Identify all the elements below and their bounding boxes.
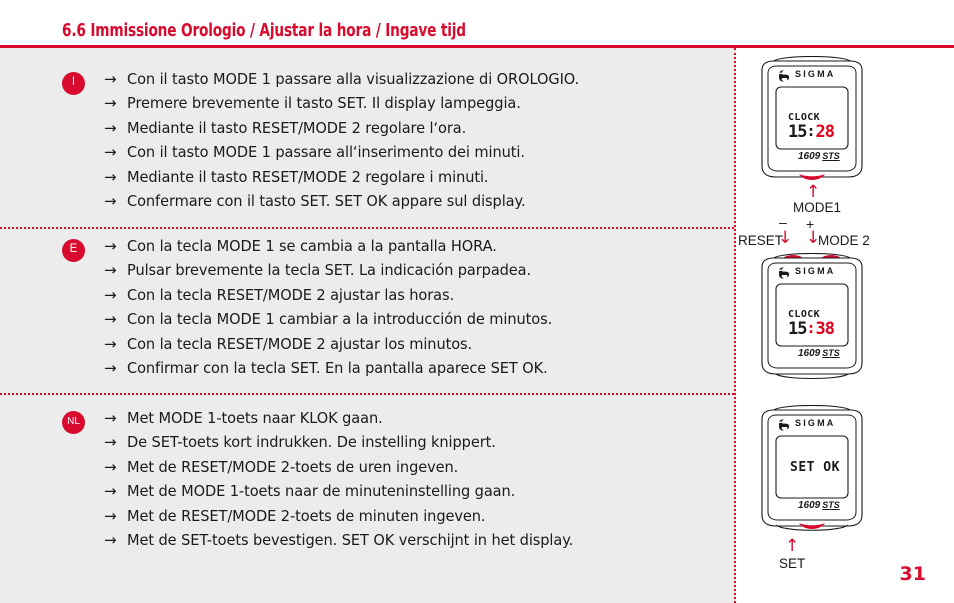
lcd-hours: 15 — [788, 121, 807, 142]
step-list-nl — [104, 409, 592, 557]
lcd-colon: : — [806, 121, 816, 140]
brand-wordmark: SIGMA — [795, 417, 836, 428]
list-item — [104, 261, 570, 286]
page-number: 31 — [899, 563, 926, 585]
language-badge-es: E — [62, 239, 85, 262]
arrow-right-icon: → — [104, 236, 117, 255]
list-item — [104, 237, 570, 262]
content-area — [0, 48, 954, 603]
step-text: Mediante il tasto RESET/MODE 2 regolare i minuti. — [127, 167, 489, 186]
arrow-right-icon: → — [104, 192, 117, 211]
arrow-right-icon: → — [104, 531, 117, 550]
device-illustration-1 — [752, 56, 872, 184]
callout-mode2: MODE 2 — [818, 232, 870, 248]
arrow-right-icon: → — [104, 118, 117, 137]
device-model: 1609 — [798, 499, 821, 511]
callout-mode1: MODE1 — [793, 199, 842, 215]
device-model: 1609 — [798, 347, 821, 359]
lcd-message: SET OK — [790, 459, 840, 475]
lcd-label: CLOCK — [788, 308, 821, 320]
list-item — [104, 359, 570, 384]
step-text: Pulsar brevemente la tecla SET. La indicación parpadea. — [127, 261, 532, 280]
language-block-it — [0, 48, 734, 218]
list-item — [104, 507, 592, 532]
language-block-nl — [0, 393, 734, 573]
arrow-right-icon: → — [104, 506, 117, 525]
mode2-down-arrow-icon: ↓ — [806, 227, 821, 248]
step-text: Confermare con il tasto SET. SET OK appare sul display. — [127, 192, 526, 211]
step-text: Con la tecla MODE 1 cambiar a la introducción de minutos. — [127, 310, 553, 329]
language-badge-it: I — [62, 72, 85, 95]
arrow-right-icon: → — [104, 69, 117, 88]
brand-wordmark: SIGMA — [795, 265, 836, 276]
device-model-suffix: STS — [822, 348, 840, 358]
arrow-right-icon: → — [104, 457, 117, 476]
list-item — [104, 310, 570, 335]
list-item — [104, 482, 592, 507]
arrow-right-icon: → — [104, 433, 117, 452]
step-text: Con la tecla MODE 1 se cambia a la pantalla HORA. — [127, 236, 497, 255]
list-item — [104, 192, 598, 217]
step-text: Mediante il tasto RESET/MODE 2 regolare l‘ora. — [127, 118, 467, 137]
arrow-right-icon: → — [104, 143, 117, 162]
lcd-minutes-blinking: 28 — [815, 121, 834, 142]
list-item — [104, 458, 592, 483]
list-item — [104, 119, 598, 144]
list-item — [104, 143, 598, 168]
list-item — [104, 286, 570, 311]
arrow-right-icon: → — [104, 310, 117, 329]
device-model-suffix: STS — [822, 500, 840, 510]
step-text: Premere brevemente il tasto SET. Il display lampeggia. — [127, 94, 521, 113]
step-text: Met MODE 1-toets naar KLOK gaan. — [127, 408, 383, 427]
step-text: Con il tasto MODE 1 passare alla visualizzazione di OROLOGIO. — [127, 69, 580, 88]
step-text: De SET-toets kort indrukken. De instelling knippert. — [127, 433, 496, 452]
arrow-right-icon: → — [104, 359, 117, 378]
arrow-right-icon: → — [104, 408, 117, 427]
step-list-it — [104, 70, 598, 218]
language-badge-nl: NL — [62, 411, 85, 434]
brand-wordmark: SIGMA — [795, 68, 836, 79]
page-title: 6.6 Immissione Orologio / Ajustar la hora / Ingave tijd — [62, 21, 466, 41]
list-item — [104, 409, 592, 434]
step-text: Met de RESET/MODE 2-toets de minuten ingeven. — [127, 506, 486, 525]
device-illustration-2 — [752, 253, 872, 381]
list-item — [104, 168, 598, 193]
list-item — [104, 433, 592, 458]
callout-set: SET — [779, 555, 806, 571]
list-item — [104, 335, 570, 360]
lcd-hours: 15 — [788, 318, 807, 339]
lcd-colon: : — [806, 318, 816, 337]
reset-down-arrow-icon: ↓ — [778, 227, 793, 248]
arrow-right-icon: → — [104, 334, 117, 353]
list-item — [104, 531, 592, 556]
list-item — [104, 70, 598, 95]
step-text: Met de MODE 1-toets naar de minuteninstelling gaan. — [127, 482, 516, 501]
step-text: Con il tasto MODE 1 passare all‘inserimento dei minuti. — [127, 143, 525, 162]
mode1-up-arrow-icon: ↑ — [806, 181, 821, 202]
callout-plus: + — [806, 215, 815, 232]
arrow-right-icon: → — [104, 167, 117, 186]
list-item — [104, 94, 598, 119]
step-list-es — [104, 237, 570, 385]
callout-reset: RESET — [738, 232, 784, 248]
arrow-right-icon: → — [104, 94, 117, 113]
step-text: Met de RESET/MODE 2-toets de uren ingeven. — [127, 457, 459, 476]
language-block-es — [0, 227, 734, 397]
device-illustration-3 — [752, 405, 872, 533]
step-text: Confirmar con la tecla SET. En la pantalla aparece SET OK. — [127, 359, 548, 378]
set-up-arrow-icon: ↑ — [785, 535, 800, 556]
step-text: Con la tecla RESET/MODE 2 ajustar los minutos. — [127, 334, 473, 353]
arrow-right-icon: → — [104, 482, 117, 501]
step-text: Met de SET-toets bevestigen. SET OK verschijnt in het display. — [127, 531, 574, 550]
device-model: 1609 — [798, 150, 821, 162]
device-model-suffix: STS — [822, 151, 840, 161]
arrow-right-icon: → — [104, 285, 117, 304]
step-text: Con la tecla RESET/MODE 2 ajustar las horas. — [127, 285, 455, 304]
lcd-label: CLOCK — [788, 111, 821, 123]
arrow-right-icon: → — [104, 261, 117, 280]
callout-minus: – — [779, 213, 787, 230]
lcd-minutes-blinking: 38 — [815, 318, 834, 339]
page-header — [0, 0, 954, 47]
vertical-divider — [734, 48, 736, 603]
